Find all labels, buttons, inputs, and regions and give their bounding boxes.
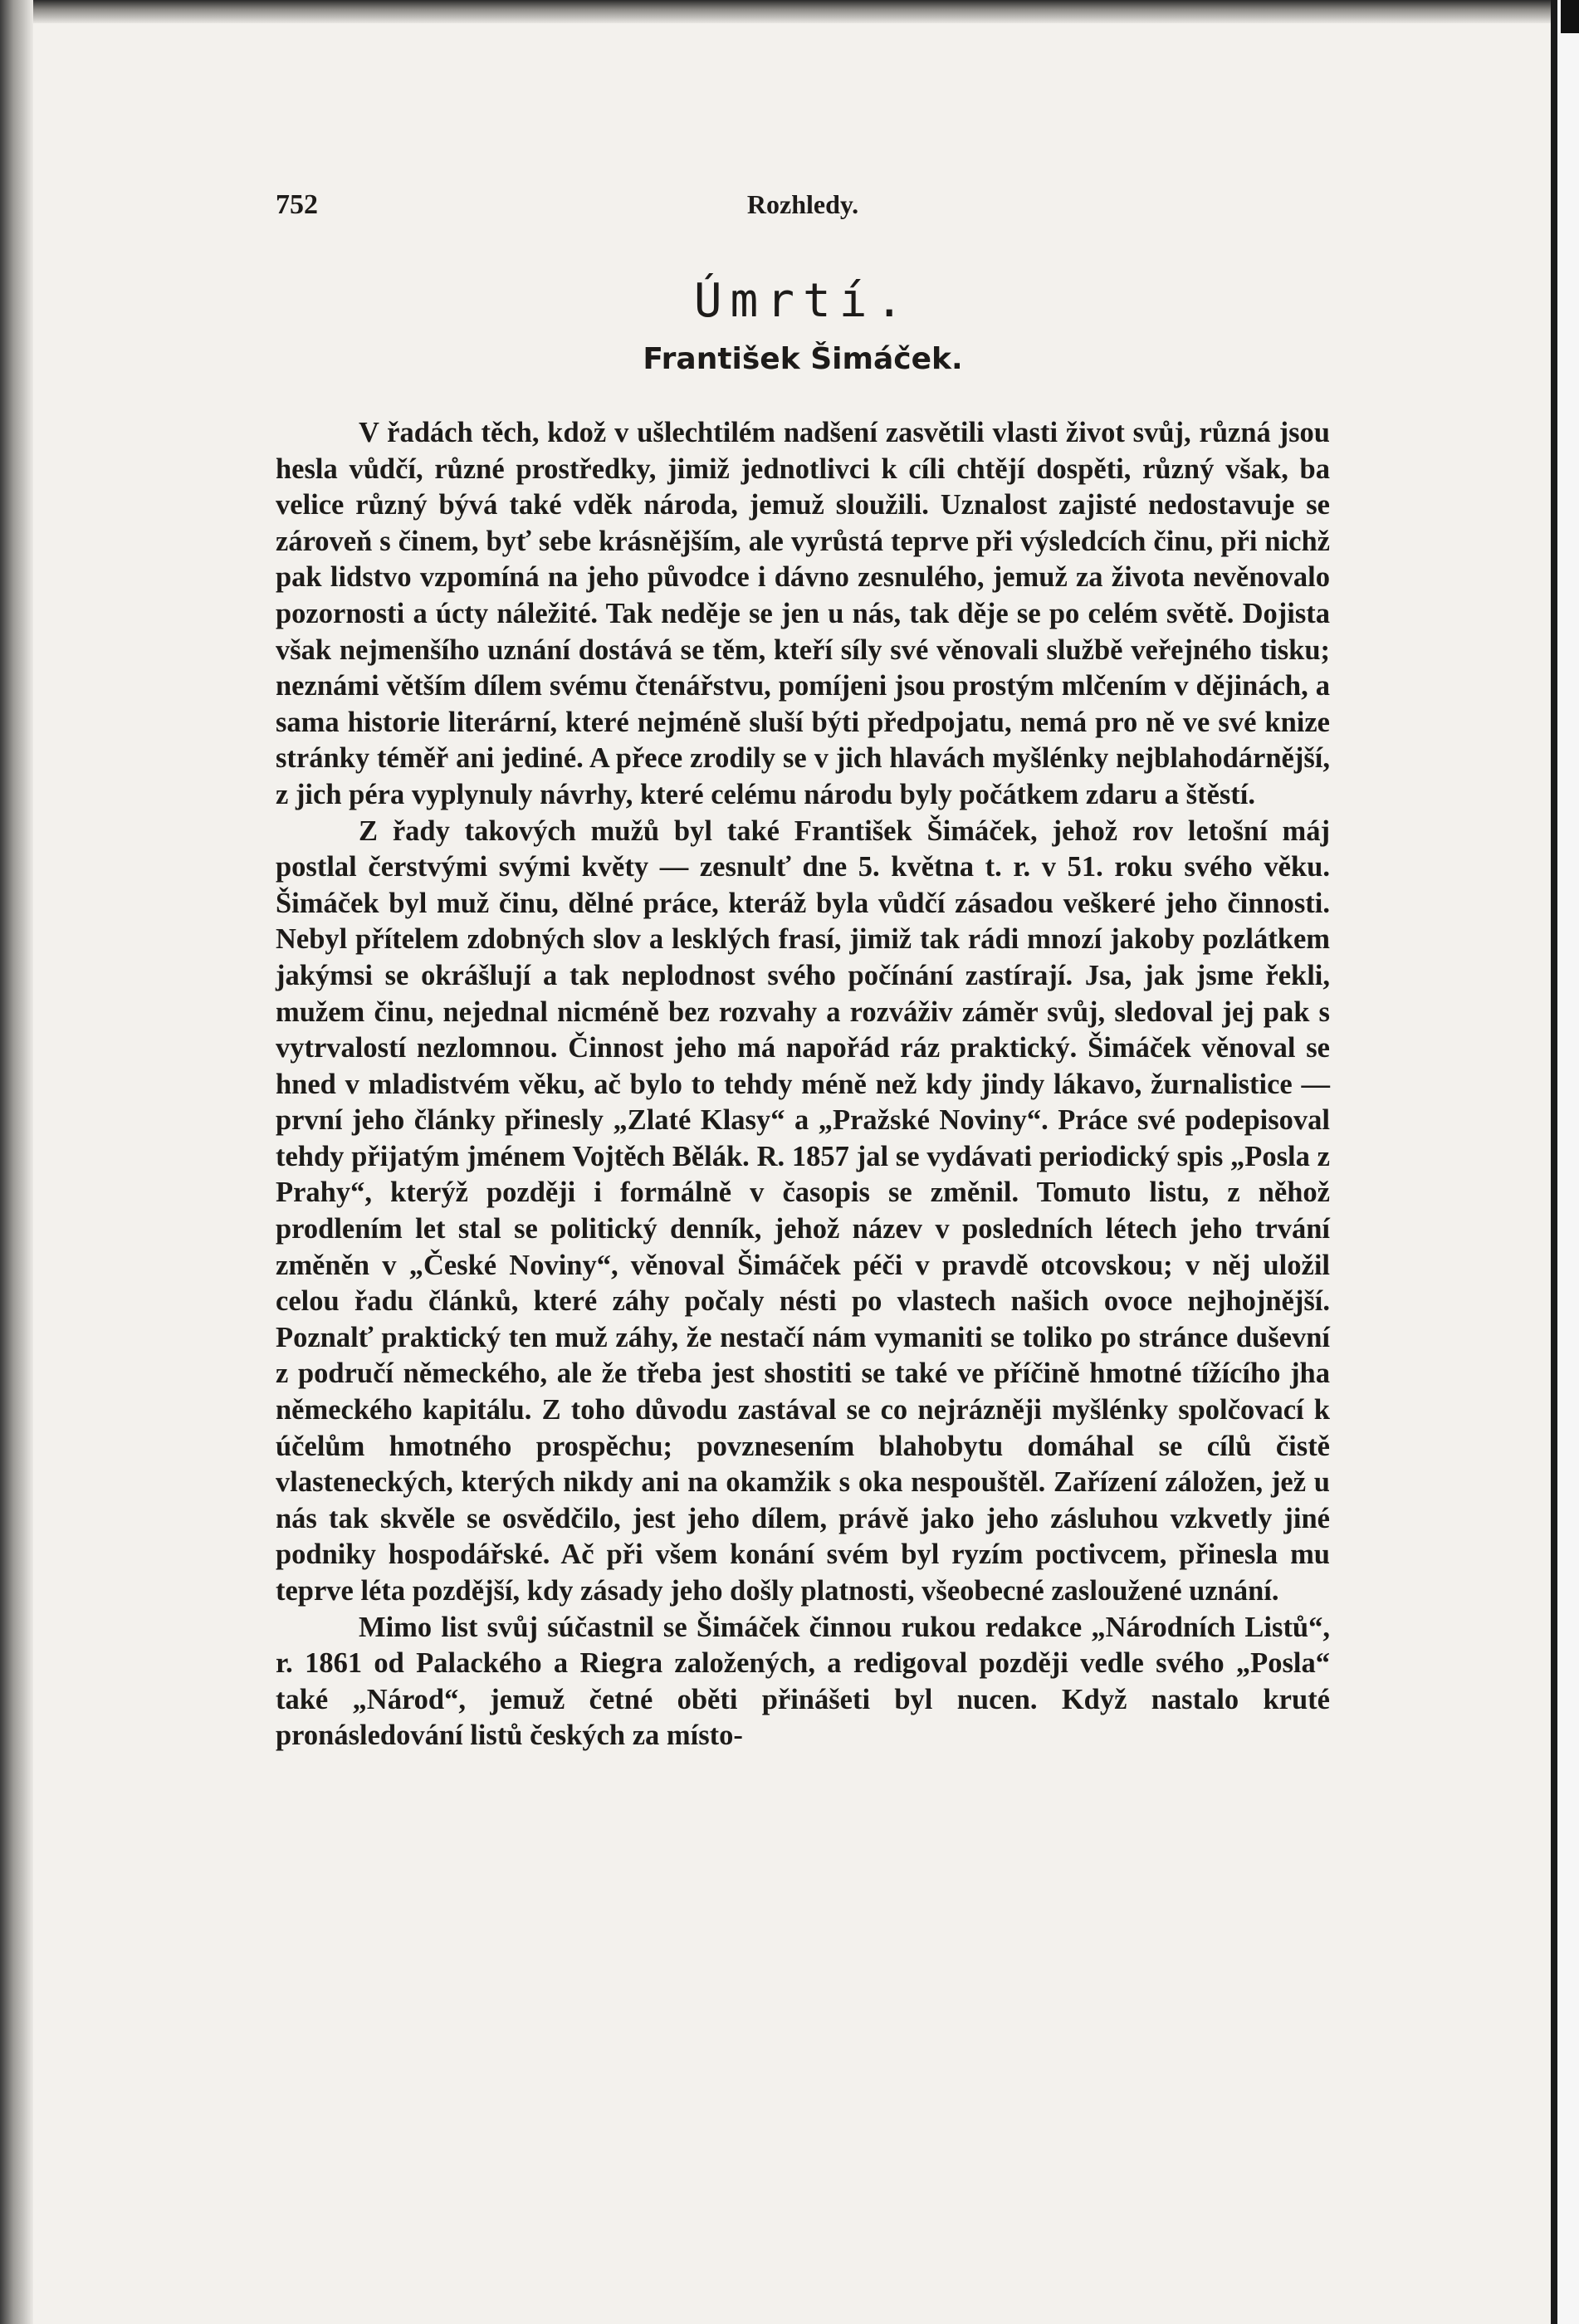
scan-edge-right (1557, 0, 1579, 2324)
paragraph-1: V řadách těch, kdož v ušlechtilém nadšení zasvětili vlasti život svůj, různá jsou hesla vůdčí, různé prostředky, jimiž jednotlivci k cíli chtějí dospěti, různý však, ba velice různý bývá také vděk národa, jemuž sloužili. Uznalost zajisté nedostavuje se zároveň s činem, byť sebe krásnějším, ale vyrůstá teprve při výsledcích činu, při nichž pak lidstvo vzpomíná na jeho původce i dávno zesnulého, jemuž za života nevěnovalo pozornosti a úcty náležité. Tak neděje se jen u nás, tak děje se po celém světě. Dojista však nejmenšího uznání dostává se těm, kteří síly své věnovali službě veřejného tisku; neznámi větším dílem svému čtenářstvu, pomíjeni jsou prostým mlčením v dějinách, a sama historie literární, které nejméně sluší býti předpojatu, nemá pro ně ve své knize stránky téměř ani jediné. A přece zrodily se v jich hlavách myšlénky nejblahodárnější, z jich péra vyplynuly návrhy, které celému národu byly počátkem zdaru a štěstí. (276, 417, 1330, 810)
paragraph-2: Z řady takových mužů byl také František Šimáček, jehož rov letošní máj postlal čerstvými svými květy — zesnulť dne 5. května t. r. v 51. roku svého věku. Šimáček byl muž činu, dělné práce, kteráž byla vůdčí zásadou veškeré jeho činnosti. Nebyl přítelem zdobných slov a lesklých frasí, jimiž tak rádi mnozí jakoby pozlátkem jakýmsi se okrášlují a tak neplodnost svého počínání zastírají. Jsa, jak jsme řekli, mužem činu, nejednal nicméně bez rozvahy a rozváživ záměr svůj, sledoval jej pak s vytrvalostí nezlomnou. Činnost jeho má napořád ráz praktický. Šimáček věnoval se hned v mladistvém věku, ač bylo to tehdy méně než kdy jindy lákavo, žurnalistice — první jeho články přinesly „Zlaté Klasy“ a „Pražské Noviny“. Práce své podepisoval tehdy přijatým jménem Vojtěch Bělák. R. 1857 jal se vydávati periodický spis „Posla z Prahy“, kterýž později i formálně v časopis se změnil. Tomuto listu, z něhož prodlením let stal se politický denník, jehož název v posledních létech jeho trvání změněn v „České Noviny“, věnoval Šimáček péči v pravdě otcovskou; v něj uložil celou řadu článků, které záhy počaly nésti po vlastech našich ovoce nejhojnější. Poznalť praktický ten muž záhy, že nestačí nám vymaniti se toliko po stránce duševní z područí německého, ale že třeba jest shostiti se také ve příčině hmotné tížícího jha německého kapitálu. Z toho důvodu zastával se co nejrázněji myšlénky spolčovací k účelům hmotného prospěchu; povznesením blahobytu domáhal se cílů čistě vlasteneckých, kterých nikdy ani na okamžik s oka nespouštěl. Zařízení záložen, jež u nás tak skvěle se osvědčilo, jest jeho dílem, právě jako jeho zásluhou vzkvetly jiné podniky hospodářské. Ač při všem konání svém byl ryzím poctivcem, přinesla mu teprve léta pozdější, kdy zásady jeho došly platnosti, všeobecné zasloužené uznání. (276, 815, 1330, 1607)
section-title: Úmrtí. (693, 274, 912, 328)
page-number: 752 (276, 189, 318, 220)
page-header (276, 189, 1330, 231)
scan-edge-left (0, 0, 33, 2324)
running-head: Rozhledy. (746, 189, 859, 219)
article-body (276, 415, 1330, 1754)
scan-corner-mark (1561, 0, 1579, 33)
obituary-subject-name: František Šimáček. (643, 342, 963, 376)
scan-edge-top (0, 0, 1579, 23)
scan-edge-right-line (1551, 0, 1557, 2324)
paragraph-3: Mimo list svůj súčastnil se Šimáček činnou rukou redakce „Národních Listů“, r. 1861 od Palackého a Riegra založených, a redigoval později vedle svého „Posla“ také „Národ“, jemuž četné oběti přinášeti byl nucen. Když nastalo kruté pronásledování listů českých za místo- (276, 1611, 1330, 1752)
